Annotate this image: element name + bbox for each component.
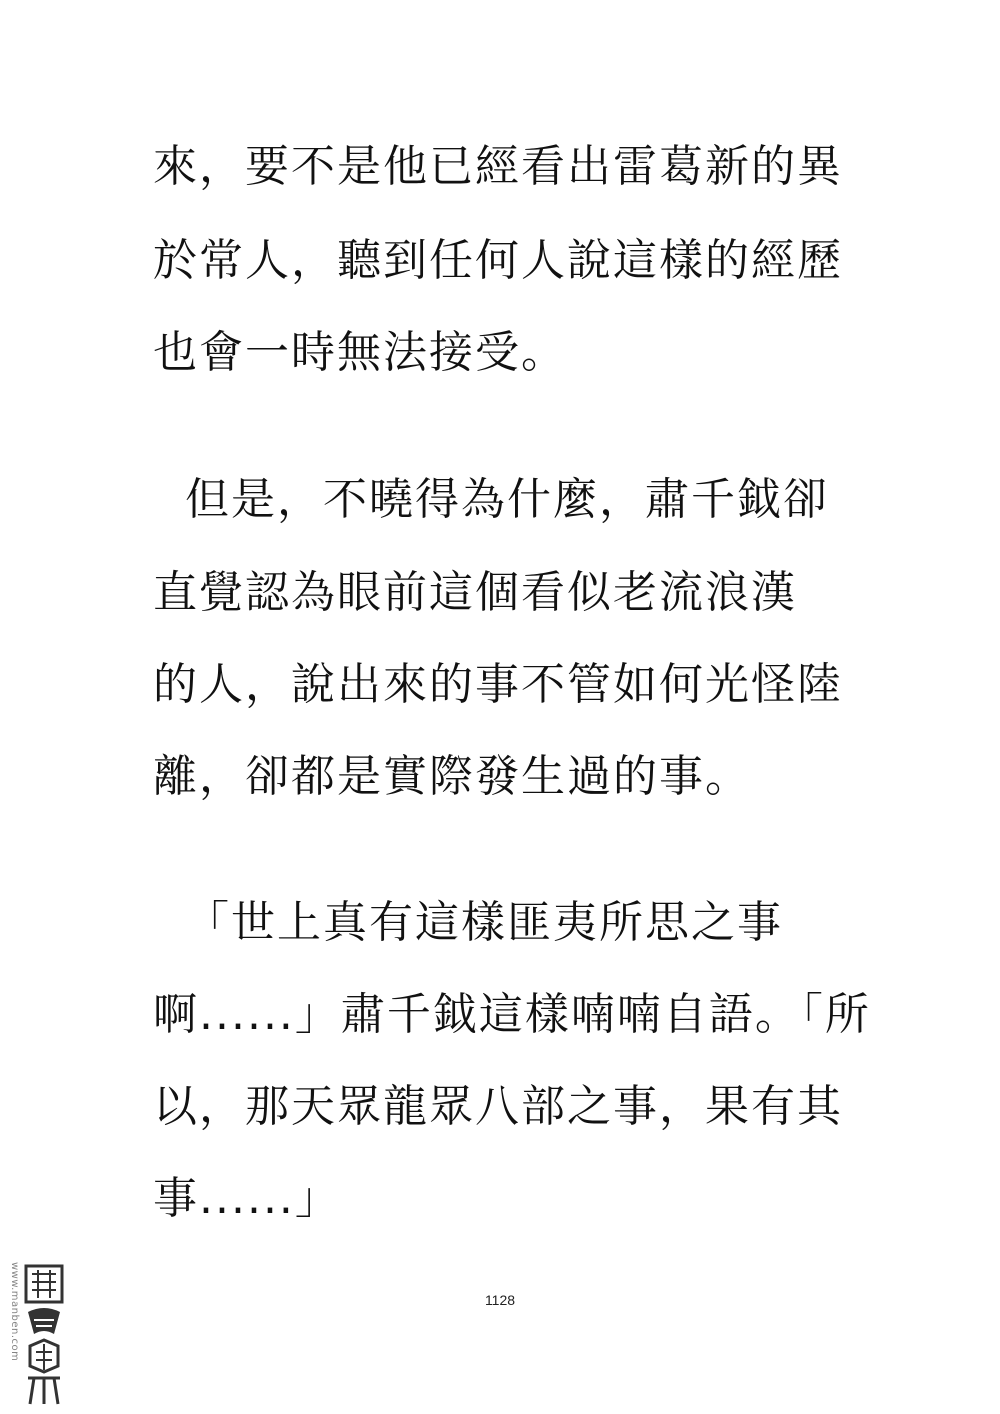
watermark (6, 1262, 66, 1408)
text-line: 但是，不曉得為什麼，肅千鉞卻 (153, 474, 829, 525)
text-line: 啊......」肅千鉞這樣喃喃自語。「所 (153, 989, 871, 1040)
text-line: 直覺認為眼前這個看似老流浪漢 (153, 567, 797, 618)
manben-logo-icon (24, 1264, 64, 1410)
text-line: 來，要不是他已經看出雷葛新的異 (153, 141, 843, 192)
text-line: 的人，說出來的事不管如何光怪陸 (153, 659, 843, 710)
text-line: 以，那天眾龍眾八部之事，果有其 (153, 1081, 843, 1132)
text-line: 也會一時無法接受。 (153, 327, 567, 378)
text-line: 離，卻都是實際發生過的事。 (153, 751, 751, 802)
page-number: 1128 (484, 1292, 516, 1308)
text-line: 事......」 (153, 1173, 341, 1224)
watermark-url: www.manben.com (9, 1262, 20, 1362)
text-line: 於常人，聽到任何人說這樣的經歷 (153, 235, 843, 286)
text-line: 「世上真有這樣匪夷所思之事 (153, 897, 783, 948)
